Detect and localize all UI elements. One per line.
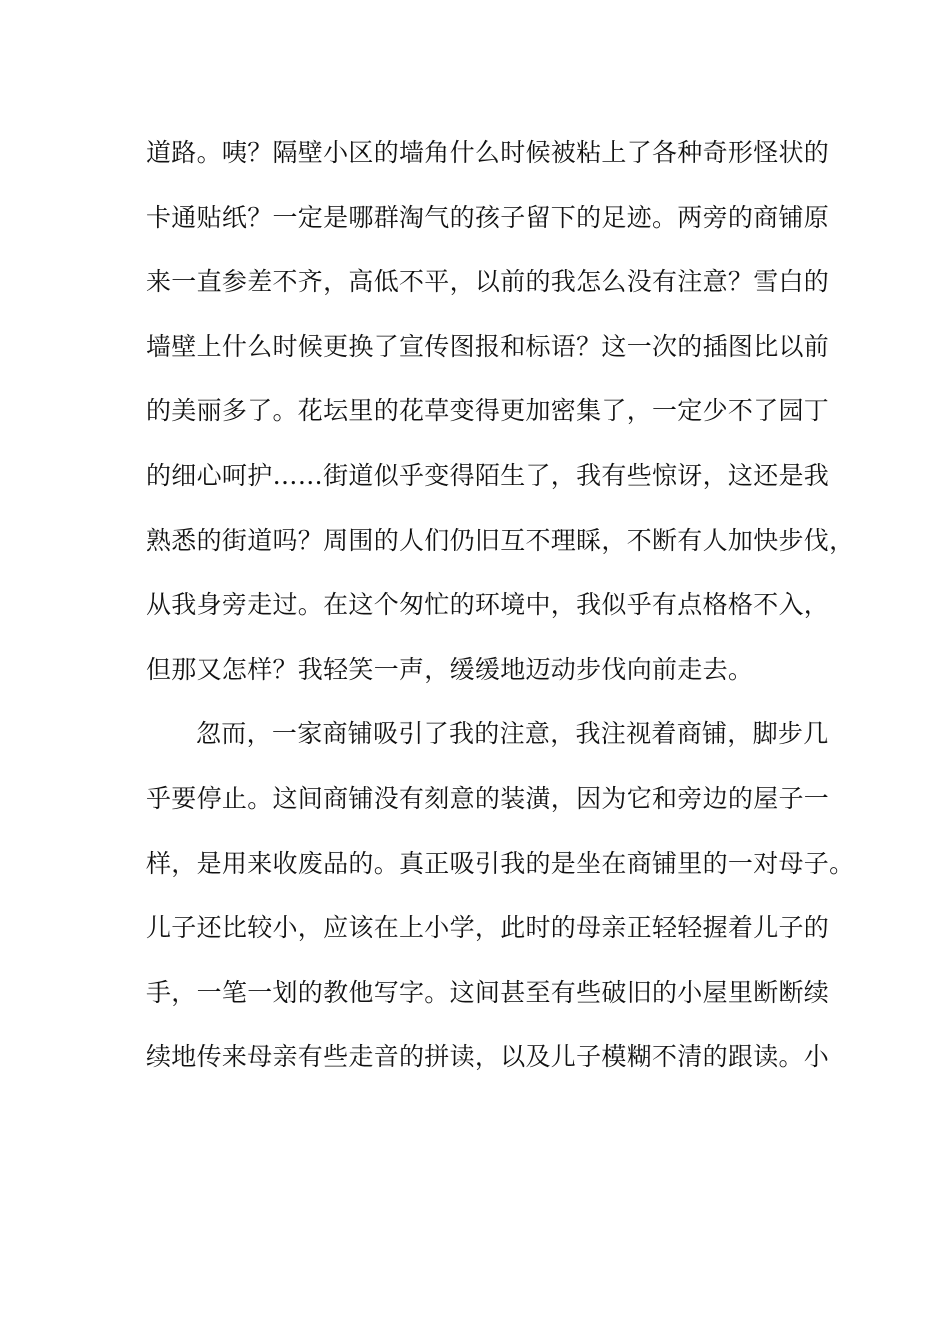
- text-line: 乎要停止。这间商铺没有刻意的装潢，因为它和旁边的屋子一: [146, 783, 830, 813]
- text-line: 的美丽多了。花坛里的花草变得更加密集了，一定少不了园丁: [146, 396, 830, 426]
- text-line: 但那又怎样？我轻笑一声，缓缓地迈动步伐向前走去。: [146, 654, 754, 684]
- text-line: 墙壁上什么时候更换了宣传图报和标语？这一次的插图比以前: [146, 331, 830, 361]
- paragraph-first-line: 忽而，一家商铺吸引了我的注意，我注视着商铺，脚步几: [196, 719, 829, 749]
- text-line: 来一直参差不齐，高低不平，以前的我怎么没有注意？雪白的: [146, 267, 830, 297]
- text-line: 熟悉的街道吗？周围的人们仍旧互不理睬，不断有人加快步伐，: [146, 525, 855, 555]
- text-line: 的细心呵护……街道似乎变得陌生了，我有些惊讶，这还是我: [146, 460, 830, 490]
- text-line: 从我身旁走过。在这个匆忙的环境中，我似乎有点格格不入，: [146, 590, 830, 620]
- text-line: 手，一笔一划的教他写字。这间甚至有些破旧的小屋里断断续: [146, 977, 830, 1007]
- text-line: 续地传来母亲有些走音的拼读，以及儿子模糊不清的跟读。小: [146, 1042, 830, 1072]
- text-line: 样，是用来收废品的。真正吸引我的是坐在商铺里的一对母子。: [146, 848, 855, 878]
- text-line: 道路。咦？隔壁小区的墙角什么时候被粘上了各种奇形怪状的: [146, 138, 830, 167]
- body-text: [146, 126, 855, 1095]
- text-line: 儿子还比较小，应该在上小学，此时的母亲正轻轻握着儿子的: [146, 913, 830, 943]
- text-line: 卡通贴纸？一定是哪群淘气的孩子留下的足迹。两旁的商铺原: [146, 202, 830, 232]
